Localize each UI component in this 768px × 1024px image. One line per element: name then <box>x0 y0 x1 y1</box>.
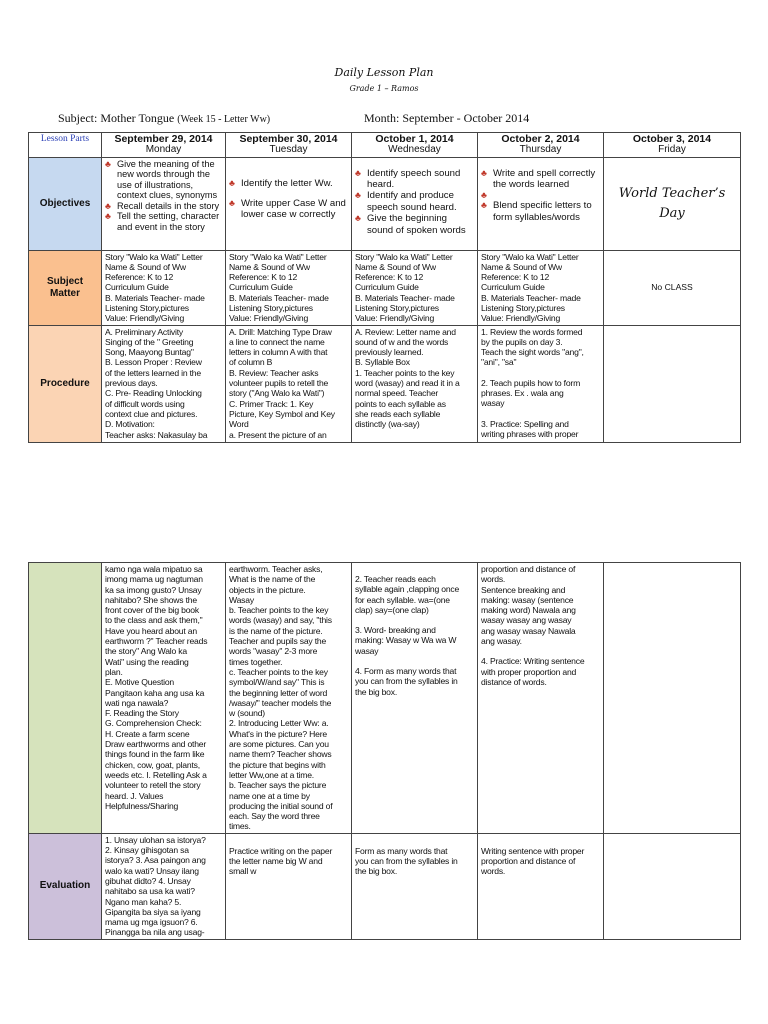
list-item: ♣ Write upper Case W and lower case w correctly <box>229 197 346 221</box>
bullet-icon: ♣ <box>229 197 235 208</box>
procedure-tuesday: A. Drill: Matching Type Draw a line to connect the name letters in column A with that of column B B. Review: Teacher asks volunteer pupils to retell the story ("Ang Walo ka Wati") C. Primer Track: 1. Key Picture, Key Symbol and Key Word a. Present the picture of an <box>226 325 352 442</box>
objectives-tuesday <box>226 157 352 250</box>
procedure-continued-thursday: proportion and distance of words. Sentence breaking and making: wasay (sentence making word) Nawala ang wasay wasay ang wasay ang wasay wasay Nawala ang wasay. 4. Practice: Writing sentence with proper proportion and distance of words. <box>478 563 604 834</box>
lesson-parts-header: Lesson Parts <box>29 133 102 158</box>
list-item: ♣ Identify the letter Ww. <box>229 177 333 189</box>
list-item: ♣ Identify speech sound heard. <box>355 167 461 190</box>
procedure-wednesday: A. Review: Letter name and sound of w and the words previously learned. B. Syllable Box 1. Teacher points to the key word (wasay) and read it in a normal speed. Teacher points to each syllable as she reads each syllable distinctly (wa-say) <box>352 325 478 442</box>
subject-matter-friday: No CLASS <box>604 250 741 325</box>
objectives-row <box>29 157 741 250</box>
month-line: Month: September - October 2014 <box>364 111 530 125</box>
list-item: ♣ Write and spell correctly the words learned <box>481 167 596 190</box>
procedure-continued-wednesday: 2. Teacher reads each syllable again ,clapping once for each syllable. wa=(one clap) say=(one clap) 3. Word- breaking and making: Wasay w Wa wa W wasay 4. Form as many words that you can from the syllables in the big box. <box>352 563 478 834</box>
day-header-tuesday: September 30, 2014 Tuesday <box>226 133 352 158</box>
document-title: Daily Lesson Plan <box>334 66 434 79</box>
objectives-thursday <box>478 157 604 250</box>
lesson-plan-table-page1 <box>28 132 741 443</box>
evaluation-label: Evaluation <box>29 833 102 939</box>
lesson-plan-table-page2 <box>28 562 741 940</box>
day-header-wednesday: October 1, 2014 Wednesday <box>352 133 478 158</box>
bullet-icon: ♣ <box>481 190 487 201</box>
day-header-friday: October 3, 2014 Friday <box>604 133 741 158</box>
bullet-icon: ♣ <box>481 200 487 211</box>
document-subtitle: Grade 1 – Ramos <box>349 84 419 93</box>
day-header-thursday: October 2, 2014 Thursday <box>478 133 604 158</box>
bullet-icon: ♣ <box>105 211 111 222</box>
subject-line <box>58 111 270 126</box>
objectives-friday: World Teacher’s Day <box>604 157 741 250</box>
list-item: ♣ Identify and produce speech sound heard. <box>355 190 457 213</box>
procedure-continued-label <box>29 563 102 834</box>
procedure-continued-monday: kamo nga wala mipatuo sa imong mama ug nagtuman ka sa imong gusto? Unsay nahitabo? She shows the front cover of the big book to the class and ask them," Have you heard about an earthworm ?" Teacher reads the story" Ang Walo ka Wati" using the reading plan. E. Motive Question Pangitaon kaha ang usa ka wati nga nawala? F. Reading the Story G. Comprehension Check: H. Create a farm scene Draw earthworms and other things found in the farm like chicken, cow, goat, plants, weeds etc. I. Retelling Ask a volunteer to retell the story heard. J. Values Helpfulness/Sharing <box>102 563 226 834</box>
bullet-icon: ♣ <box>229 177 235 188</box>
day-header-monday: September 29, 2014 Monday <box>102 133 226 158</box>
list-item: ♣ Give the beginning sound of spoken words <box>355 213 466 236</box>
objectives-monday <box>102 157 226 250</box>
subject-matter-monday: Story "Walo ka Wati" Letter Name & Sound of Ww Reference: K to 12 Curriculum Guide B. Materials Teacher- made Listening Story,pictures Value: Friendly/Giving <box>102 250 226 325</box>
bullet-icon: ♣ <box>355 167 361 178</box>
evaluation-row <box>29 833 741 939</box>
procedure-friday <box>604 325 741 442</box>
header-row <box>29 133 741 158</box>
subject-matter-thursday: Story "Walo ka Wati" Letter Name & Sound of Ww Reference: K to 12 Curriculum Guide B. Materials Teacher- made Listening Story,pictures Value: Friendly/Giving <box>478 250 604 325</box>
subject-matter-tuesday: Story "Walo ka Wati" Letter Name & Sound of Ww Reference: K to 12 Curriculum Guide B. Materials Teacher- made Listening Story,pictures Value: Friendly/Giving <box>226 250 352 325</box>
subject-label: Subject: Mother Tongue <box>58 111 175 125</box>
evaluation-monday: 1. Unsay ulohan sa istorya? 2. Kinsay gihisgotan sa istorya? 3. Asa paingon ang walo ka wati? Unsay ilang gibuhat didto? 4. Unsay nahitabo sa usa ka wati? Ngano man kaha? 5. Gipangita ba siya sa iyang mama ug mga igsuon? 6. Pinangga ba nila ang usag- <box>102 833 226 939</box>
procedure-monday: A. Preliminary Activity Singing of the " Greeting Song, Maayong Buntag" B. Lesson Proper : Review of the letters learned in the previous days. C. Pre- Reading Unlocking of difficult words using context clue and pictures. D. Motivation: Teacher asks: Nakasulay ba <box>102 325 226 442</box>
list-item: ♣ Give the meaning of the new words through the use of illustrations, context clues, synonyms <box>105 158 218 201</box>
bullet-icon: ♣ <box>355 213 361 224</box>
evaluation-thursday: Writing sentence with proper proportion and distance of words. <box>478 833 604 939</box>
subject-week: (Week 15 - Letter Ww) <box>177 114 271 125</box>
procedure-thursday: 1. Review the words formed by the pupils on day 3. Teach the sight words "ang", "ani", "sa" 2. Teach pupils how to form phrases. Ex . wala ang wasay 3. Practice: Spelling and writing phrases with proper <box>478 325 604 442</box>
evaluation-tuesday: Practice writing on the paper the letter name big W and small w <box>226 833 352 939</box>
procedure-row <box>29 325 741 442</box>
bullet-icon: ♣ <box>105 158 111 169</box>
procedure-continued-row <box>29 563 741 834</box>
procedure-label: Procedure <box>29 325 102 442</box>
evaluation-wednesday: Form as many words that you can from the syllables in the big box. <box>352 833 478 939</box>
subject-matter-wednesday: Story "Walo ka Wati" Letter Name & Sound of Ww Reference: K to 12 Curriculum Guide B. Materials Teacher- made Listening Story,pictures Value: Friendly/Giving <box>352 250 478 325</box>
list-item: ♣ Tell the setting, character and event in the story <box>105 211 220 233</box>
list-item: ♣ Blend specific letters to form syllables/words <box>481 200 592 223</box>
bullet-icon: ♣ <box>105 200 111 211</box>
bullet-icon: ♣ <box>355 190 361 201</box>
procedure-continued-tuesday: earthworm. Teacher asks, What is the name of the objects in the picture. Wasay b. Teacher points to the key words (wasay) and say, "this is the name of the picture. Teacher and pupils say the words "wasay" 2-3 more times together. c. Teacher points to the key symbol/W/and say" This is the beginning letter of word /wasay/" teacher models the w (sound) 2. Introducing Letter Ww: a. What's in the picture? Here are some pictures. Can you name them? Teacher shows the picture that begins with letter Ww,one at a time. b. Teacher says the picture name one at a time by producing the initial sound of each. Say the word three times. <box>226 563 352 834</box>
subject-matter-label: Subject Matter <box>29 250 102 325</box>
procedure-continued-friday <box>604 563 741 834</box>
list-item <box>481 190 600 200</box>
list-item: ♣ Recall details in the story <box>105 200 220 211</box>
objectives-label: Objectives <box>29 157 102 250</box>
subject-matter-row <box>29 250 741 325</box>
evaluation-friday <box>604 833 741 939</box>
objectives-wednesday <box>352 157 478 250</box>
bullet-icon: ♣ <box>481 167 487 178</box>
